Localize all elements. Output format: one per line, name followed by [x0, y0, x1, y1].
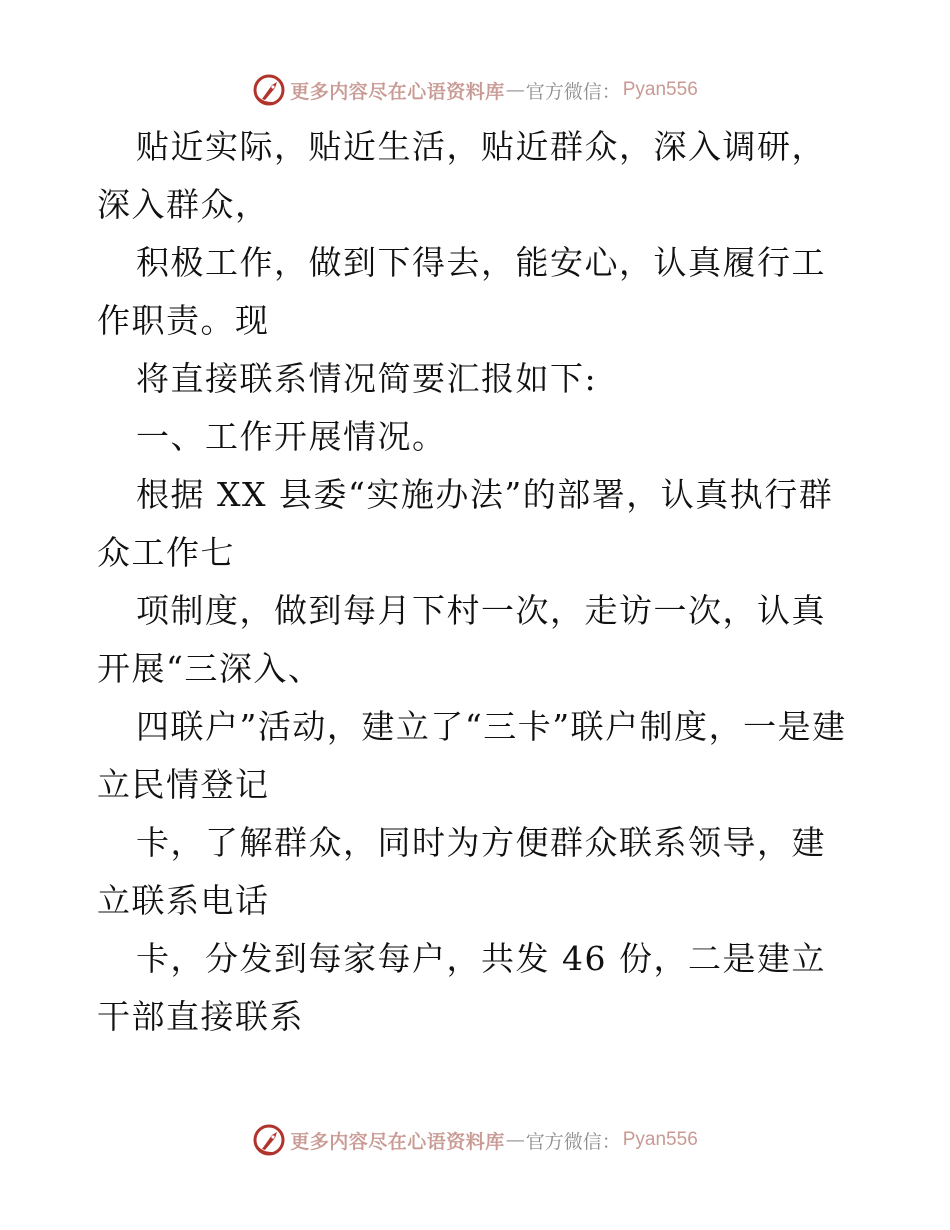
- footer-contact-label: 官方微信：: [525, 1130, 621, 1153]
- paragraph: 根据 XX 县委“实施办法”的部署，认真执行群众工作七: [97, 475, 834, 572]
- pen-nib-logo-icon: [252, 1123, 286, 1157]
- paragraph: 项制度，做到每月下村一次，走访一次，认真开展“三深入、: [97, 591, 826, 688]
- footer-wechat-id: Pyan556: [622, 1129, 698, 1150]
- paragraph: 四联户”活动，建立了“三卡”联户制度，一是建立民情登记: [97, 707, 847, 804]
- paragraph: 贴近实际，贴近生活，贴近群众，深入调研，深入群众，: [97, 127, 826, 224]
- paragraph: 卡，了解群众，同时为方便群众联系领导，建立联系电话: [97, 823, 826, 920]
- header-separator: —: [505, 79, 525, 101]
- header-brand-text: 更多内容尽在心语资料库: [290, 80, 505, 103]
- header-contact-label: 官方微信：: [525, 80, 621, 103]
- paragraph: 卡，分发到每家每户，共发 46 份，二是建立干部直接联系: [97, 939, 826, 1036]
- paragraph: 积极工作，做到下得去，能安心，认真履行工作职责。现: [97, 243, 826, 340]
- paragraph: 将直接联系情况简要汇报如下:: [136, 359, 598, 398]
- footer-banner: [0, 1120, 950, 1160]
- pen-nib-logo-icon: [252, 73, 286, 107]
- header-wechat-id: Pyan556: [622, 79, 698, 100]
- header-banner: [0, 70, 950, 110]
- footer-brand-text: 更多内容尽在心语资料库: [290, 1130, 505, 1153]
- document-body: [97, 118, 857, 1046]
- section-heading: 一、工作开展情况。: [136, 417, 447, 456]
- footer-separator: —: [505, 1129, 525, 1151]
